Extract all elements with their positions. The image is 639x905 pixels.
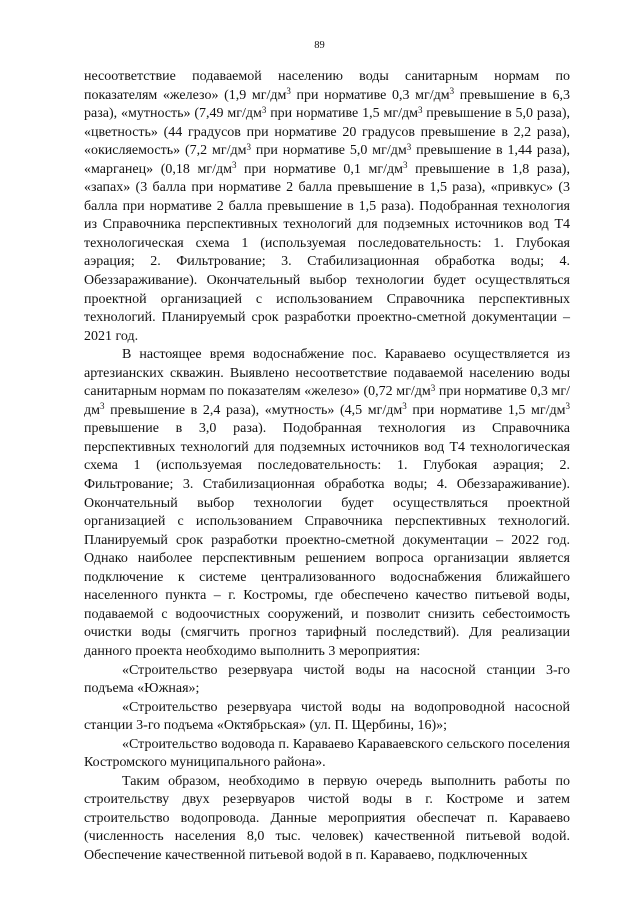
- paragraph-karavaevo-supply: В настоящее время водоснабжение пос. Караваево осуществляется из артезианских скважин. Выявлено несоответствие подаваемой населению воды санитарным нормам по показателям «железо» (0,72 $мг/дм^3$ при нормативе 0,3 $мг/дм^3$ превышение в 2,4 раза), «мутность» (4,5 $мг/дм^3$ при нормативе 1,5 $мг/дм^3$ превышение в 3,0 раза). Подобранная технология из Справочника перспективных технологий для подземных источников вод Т4 технологическая схема 1 (используемая последовательность: 1. Глубокая аэрация; 2. Фильтрование; 3. Стабилизационная обработка воды; 4. Обеззараживание). Окончательный выбор технологии будет осуществляться проектной организацией с использованием Справочника перспективных технологий. Планируемый срок разработки проектно-сметной документации – 2022 год. Однако наиболее перспективным решением вопроса организации является подключение к системе централизованного водоснабжения ближайшего населенного пункта – г. Костромы, где обеспечено качество питьевой воды, подаваемой с водоочистных сооружений, и позволит снизить себестоимость очистки воды (смягчить прогноз тарифный последствий). Для реализации данного проекта необходимо выполнить 3 мероприятия:: [84, 347, 571, 659]
- paragraph-conclusion: Таким образом, необходимо в первую очередь выполнить работы по строительству двух резервуаров чистой воды в г. Костроме и затем строительство водопровода. Данные мероприятия обеспечат п. Караваево (численность населения 8,0 тыс. человек) качественной питьевой водой. Обеспечение качественной питьевой водой в п. Караваево, подключенных: [84, 773, 570, 863]
- body-text: [84, 68, 570, 866]
- measure-water-main-karavaevo: «Строительство водовода п. Караваево Караваевского сельского поселения Костромского муниципального района».: [84, 736, 570, 771]
- paragraph-water-quality: несоответствие подаваемой населению воды санитарным нормам по показателям «железо» (1,9 $мг/дм^3$ при нормативе 0,3 $мг/дм^3$ превышение в 6,3 раза), «мутность» (7,49 $мг/дм^3$ при нормативе 1,5 $мг/дм^3$ превышение в 5,0 раза), «цветность» (44 градусов при нормативе 20 градусов превышение в 2,2 раза), «окисляемость» (7,2 $мг/дм^3$ при нормативе 5,0 $мг/дм^3$ превышение в 1,44 раза), «марганец» (0,18 $мг/дм^3$ при нормативе 0,1 $мг/дм^3$ превышение в 1,8 раза), «запах» (3 балла при нормативе 2 балла превышение в 1,5 раза), «привкус» (3 балла при нормативе 2 балла превышение в 1,5 раза). Подобранная технология из Справочника перспективных технологий для подземных источников вод Т4 технологическая схема 1 (используемая последовательность: 1. Глубокая аэрация; 2. Фильтрование; 3. Стабилизационная обработка воды; 4. Обеззараживание). Окончательный выбор технологии будет осуществляться проектной организацией с использованием Справочника перспективных технологий. Планируемый срок разработки проектно-сметной документации – 2021 год.: [84, 69, 570, 344]
- measure-reservoir-oktyabrskaya: «Строительство резервуара чистой воды на водопроводной насосной станции 3-го подъема «Октябрьская» (ул. П. Щербины, 16)»;: [84, 699, 570, 734]
- measure-reservoir-yuzhnaya: «Строительство резервуара чистой воды на насосной станции 3-го подъема «Южная»;: [84, 662, 570, 697]
- page-number: 89: [314, 40, 325, 51]
